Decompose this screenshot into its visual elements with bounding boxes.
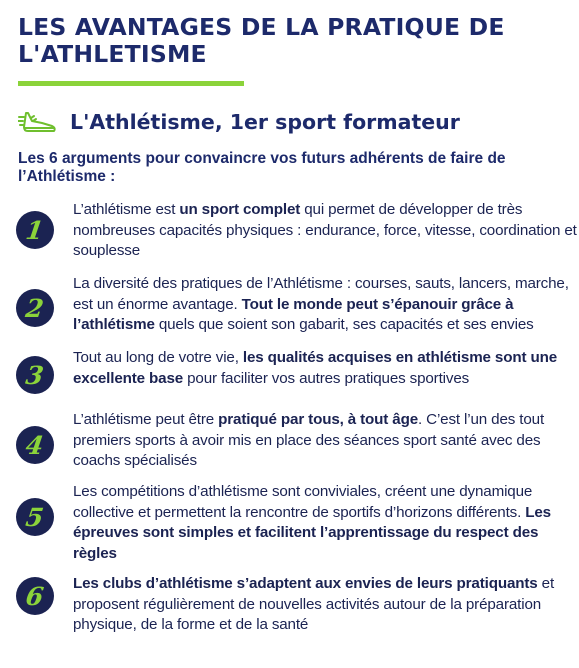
- number-badge-label: 3: [24, 360, 46, 390]
- argument-highlight: un sport complet: [179, 201, 301, 218]
- argument-text: [73, 482, 579, 564]
- number-badge: [16, 211, 54, 249]
- intro-text: Les 6 arguments pour convaincre vos futurs adhérents de faire de l’Athlétisme :: [18, 150, 506, 185]
- page-title: LES AVANTAGES DE LA PRATIQUE DE L'ATHLETISME: [18, 13, 505, 68]
- number-badge-label: 6: [24, 581, 46, 611]
- argument-highlight: les qualités acquises en athlétisme sont une excellente base: [73, 349, 558, 387]
- number-badge: [16, 426, 54, 464]
- number-badge: [16, 498, 54, 536]
- argument-text: [73, 348, 579, 389]
- argument-segment: L’athlétisme peut être: [73, 411, 219, 428]
- number-badge: [16, 356, 54, 394]
- number-badge-label: 5: [24, 502, 46, 532]
- running-shoe-icon: [18, 107, 58, 137]
- argument-segment: L’athlétisme est: [73, 201, 180, 218]
- argument-segment: et proposent régulièrement de nouvelles activités autour de la préparation physique, de la forme et de la santé: [73, 575, 555, 633]
- argument-text: [73, 200, 579, 262]
- argument-segment: La diversité des pratiques de l’Athlétisme : courses, sauts, lancers, marche, est un énorme avantage.: [73, 275, 569, 313]
- argument-segment: . C’est l’un des tout premiers sports à avoir mis en place des séances sport santé avec des coachs spécialisés: [73, 411, 545, 469]
- section-header: [18, 106, 460, 138]
- number-badge-label: 2: [24, 293, 46, 323]
- argument-highlight: Les clubs d’athlétisme s’adaptent aux envies de leurs pratiquants: [73, 575, 538, 592]
- number-badge-label: 4: [24, 430, 46, 460]
- argument-text: [73, 574, 579, 636]
- number-badge: [16, 289, 54, 327]
- argument-highlight: Les épreuves sont simples et facilitent l’apprentissage du respect des règles: [73, 503, 551, 562]
- argument-segment: Tout au long de votre vie,: [73, 349, 243, 366]
- number-badge-label: 1: [24, 215, 46, 245]
- argument-text: [73, 410, 579, 472]
- argument-segment: Les compétitions d’athlétisme sont conviviales, créent une dynamique collective et permettent la rencontre de sportifs d’horizons différents.: [73, 483, 533, 521]
- title-underline: [18, 81, 244, 86]
- argument-highlight: pratiqué par tous, à tout âge: [218, 411, 418, 428]
- argument-text: [73, 274, 579, 336]
- argument-segment: qui permet de développer de très nombreuses capacités physiques : endurance, force, vitesse, coordination et souplesse: [73, 201, 577, 259]
- number-badge: [16, 577, 54, 615]
- argument-segment: pour faciliter vos autres pratiques sportives: [183, 369, 470, 387]
- argument-segment: quels que soient son gabarit, ses capacités et ses envies: [154, 316, 534, 333]
- section-subtitle: L'Athlétisme, 1er sport formateur: [70, 110, 460, 134]
- argument-highlight: Tout le monde peut s’épanouir grâce à l’athlétisme: [73, 295, 514, 333]
